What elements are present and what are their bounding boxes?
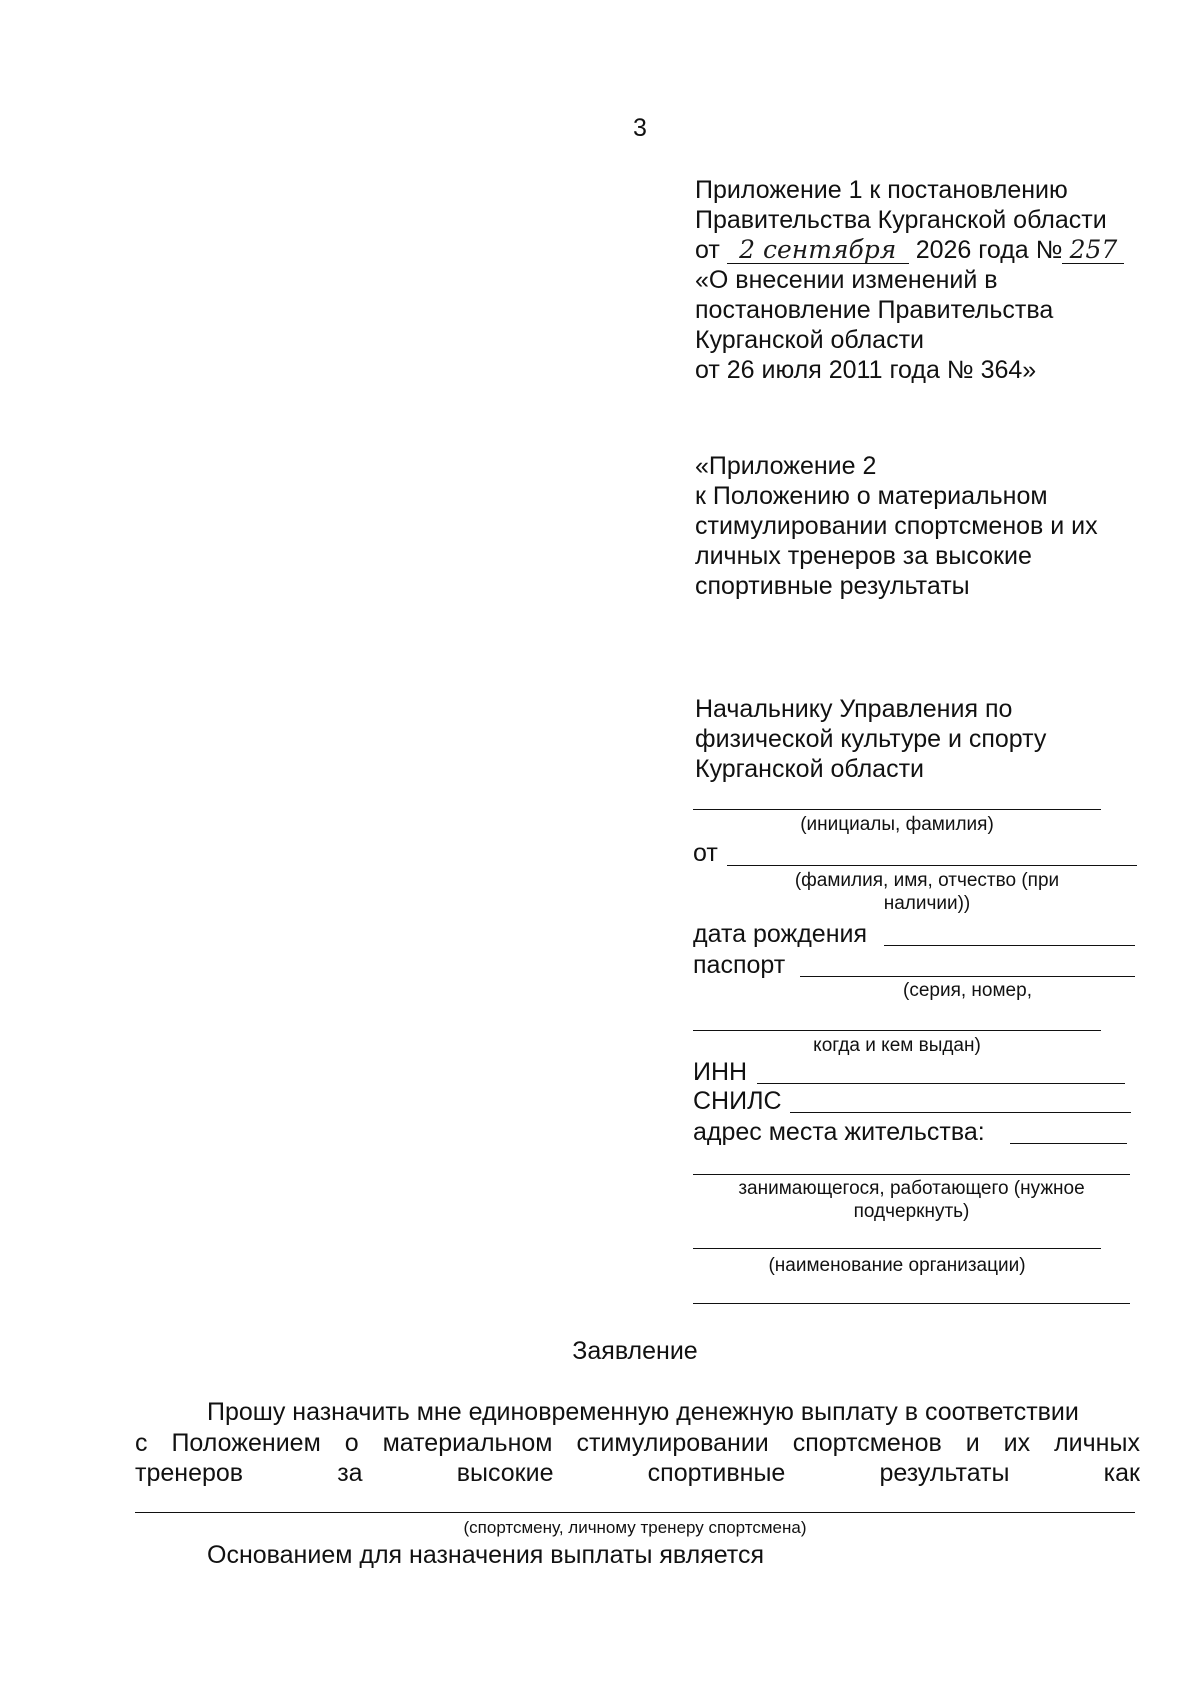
statement-line-1: Прошу назначить мне единовременную денежную выплату в соответствии	[207, 1398, 1079, 1426]
address-field-line[interactable]	[1010, 1143, 1127, 1144]
basis-line: Основанием для назначения выплаты является	[207, 1541, 765, 1569]
annex-header	[695, 451, 1145, 601]
header-line: от 26 июля 2011 года № 364»	[695, 356, 1037, 384]
organization-field-line[interactable]	[693, 1303, 1130, 1304]
initials-field-line[interactable]	[693, 809, 1101, 810]
statement-title: Заявление	[572, 1337, 698, 1365]
issued-caption: когда и кем выдан)	[813, 1035, 981, 1056]
occupation-caption-2: подчеркнуть)	[853, 1201, 970, 1222]
word: личных	[1054, 1429, 1140, 1457]
word: Положением	[171, 1429, 321, 1457]
page-number: 3	[633, 114, 647, 142]
header-line: постановление Правительства	[695, 296, 1054, 324]
word: их	[1003, 1429, 1031, 1457]
word: с	[135, 1429, 148, 1457]
addressee-block	[695, 694, 1145, 784]
occupation-field-line[interactable]	[693, 1248, 1101, 1249]
date-prefix: от	[695, 236, 720, 264]
address-label: адрес места жительства:	[693, 1118, 985, 1146]
year-text: 2026 года №	[915, 236, 1063, 264]
header-line: Правительства Курганской области	[695, 206, 1107, 234]
header-date-line	[695, 235, 1145, 265]
fio-field-line[interactable]	[727, 865, 1137, 866]
annex-line: стимулировании спортсменов и их	[695, 512, 1098, 540]
passport-field-line[interactable]	[800, 976, 1135, 977]
inn-label: ИНН	[693, 1058, 748, 1086]
birth-date-label: дата рождения	[693, 920, 868, 948]
annex-line: спортивные результаты	[695, 572, 970, 600]
initials-caption: (инициалы, фамилия)	[800, 814, 994, 835]
fio-caption-1: (фамилия, имя, отчество (при	[794, 870, 1060, 891]
word: и	[965, 1429, 980, 1457]
header-line: Курганской области	[695, 326, 925, 354]
passport-issued-field-line[interactable]	[693, 1030, 1101, 1031]
word: тренеров	[135, 1459, 244, 1487]
header-line: «О внесении изменений в	[695, 266, 998, 294]
word: материальном	[382, 1429, 553, 1457]
inn-field-line[interactable]	[757, 1083, 1125, 1084]
word: стимулировании	[576, 1429, 769, 1457]
occupation-caption-1: занимающегося, работающего (нужное	[738, 1178, 1085, 1199]
header-line: Приложение 1 к постановлению	[695, 176, 1068, 204]
handwritten-date: 2 сентября	[727, 237, 909, 264]
recipient-field-line[interactable]	[135, 1512, 1135, 1513]
birth-date-field-line[interactable]	[884, 945, 1135, 946]
word: за	[337, 1459, 363, 1487]
word: спортсменов	[792, 1429, 942, 1457]
word: высокие	[456, 1459, 554, 1487]
annex-line: к Положению о материальном	[695, 482, 1048, 510]
annex-line: «Приложение 2	[695, 452, 877, 480]
from-label: от	[693, 839, 718, 867]
organization-caption: (наименование организации)	[768, 1255, 1026, 1276]
address-field-line-2[interactable]	[693, 1174, 1130, 1175]
word: спортивные	[647, 1459, 786, 1487]
addressee-line: Начальнику Управления по	[695, 695, 1013, 723]
word: о	[344, 1429, 359, 1457]
statement-line-3	[135, 1458, 1140, 1488]
resolution-header	[695, 175, 1145, 385]
passport-label: паспорт	[693, 951, 786, 979]
addressee-line: физической культуре и спорту	[695, 725, 1047, 753]
snils-field-line[interactable]	[790, 1112, 1131, 1113]
addressee-line: Курганской области	[695, 755, 925, 783]
fio-caption-2: наличии))	[883, 893, 971, 914]
handwritten-number: 257	[1062, 237, 1124, 264]
passport-caption: (серия, номер,	[903, 980, 1032, 1001]
annex-line: личных тренеров за высокие	[695, 542, 1032, 570]
word: как	[1103, 1459, 1140, 1487]
word: результаты	[879, 1459, 1010, 1487]
snils-label: СНИЛС	[693, 1087, 782, 1115]
recipient-caption: (спортсмену, личному тренеру спортсмена)	[463, 1518, 807, 1537]
statement-line-2	[135, 1428, 1140, 1458]
